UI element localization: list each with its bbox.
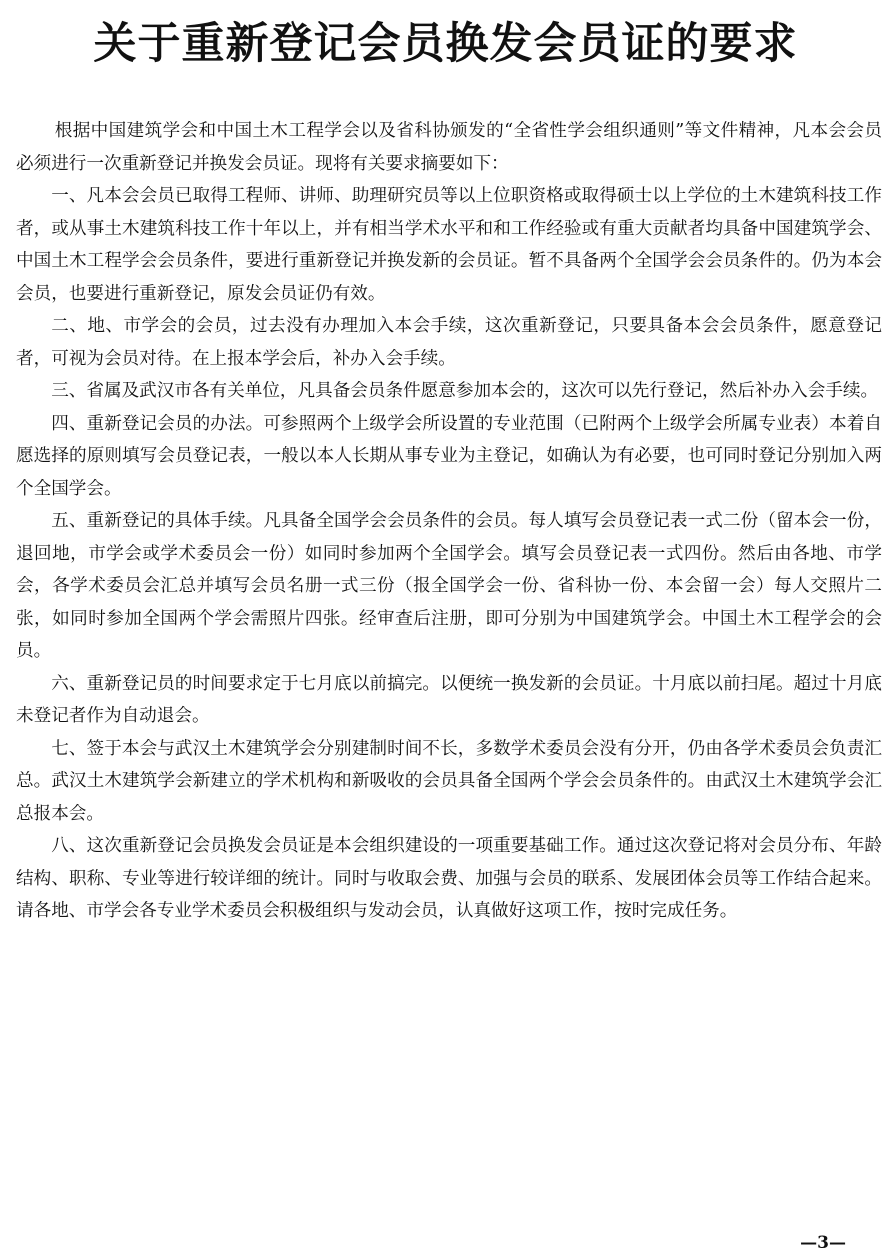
paragraph-item-4: 四、重新登记会员的办法。可参照两个上级学会所设置的专业范围（已附两个上级学会所属专业表）本着自愿选择的原则填写会员登记表，一般以本人长期从事专业为主登记，如确认为有必要，也可同时登记分别加入两个全国学会。 [16, 413, 882, 499]
document-title: 关于重新登记会员换发会员证的要求 [93, 19, 798, 69]
paragraph-item-7: 七、签于本会与武汉土木建筑学会分别建制时间不长，多数学术委员会没有分开，仍由各学术委员会负责汇总。武汉土木建筑学会新建立的学术机构和新吸收的会员具备全国两个学会会员条件的。由武汉土木建筑学会汇总报本会。 [16, 738, 882, 824]
paragraph-item-3: 三、省属及武汉市各有关单位，凡具备会员条件愿意参加本会的，这次可以先行登记，然后补办入会手续。 [51, 381, 879, 401]
document-body [16, 115, 882, 928]
paragraph-item-5: 五、重新登记的具体手续。凡具备全国学会会员条件的会员。每人填写会员登记表一式二份（留本会一份，退回地，市学会或学术委员会一份）如同时参加两个全国学会。填写会员登记表一式四份。然后由各地、市学会，各学术委员会汇总并填写会员名册一式三份（报全国学会一份、省科协一份、本会留一会）每人交照片二张，如同时参加全国两个学会需照片四张。经审查后注册，即可分别为中国建筑学会。中国土木工程学会的会员。 [16, 511, 882, 661]
paragraph-item-6: 六、重新登记员的时间要求定于七月底以前搞完。以便统一换发新的会员证。十月底以前扫尾。超过十月底未登记者作为自动退会。 [16, 673, 882, 726]
page-number: —3— [800, 1233, 846, 1253]
paragraph-intro: 根据中国建筑学会和中国土木工程学会以及省科协颁发的“全省性学会组织通则”等文件精神，凡本会会员必须进行一次重新登记并换发会员证。现将有关要求摘要如下： [16, 121, 882, 174]
paragraph-item-8: 八、这次重新登记会员换发会员证是本会组织建设的一项重要基础工作。通过这次登记将对会员分布、年龄结构、职称、专业等进行较详细的统计。同时与收取会费、加强与会员的联系、发展团体会员等工作结合起来。请各地、市学会各专业学术委员会积极组织与发动会员，认真做好这项工作，按时完成任务。 [16, 836, 882, 921]
paragraph-item-1: 一、凡本会会员已取得工程师、讲师、助理研究员等以上位职资格或取得硕士以上学位的土木建筑科技工作者，或从事土木建筑科技工作十年以上，并有相当学术水平和和工作经验或有重大贡献者均具备中国建筑学会、中国土木工程学会会员条件，要进行重新登记并换发新的会员证。暂不具备两个全国学会会员条件的。仍为本会会员，也要进行重新登记，原发会员证仍有效。 [16, 186, 882, 304]
paragraph-item-2: 二、地、市学会的会员，过去没有办理加入本会手续，这次重新登记，只要具备本会会员条件，愿意登记者，可视为会员对待。在上报本学会后，补办入会手续。 [16, 316, 882, 369]
